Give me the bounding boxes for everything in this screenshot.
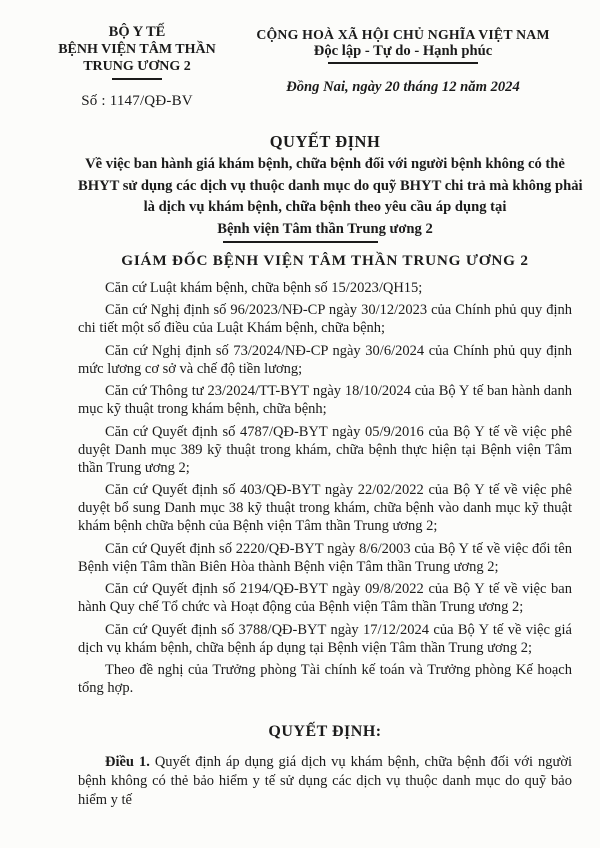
subject-line: là dịch vụ khám bệnh, chữa bệnh theo yêu cầu áp dụng tại — [143, 199, 507, 215]
recital-paragraph: Theo đề nghị của Trưởng phòng Tài chính kế toán và Trưởng phòng Kế hoạch tổng hợp. — [78, 662, 572, 697]
recital-paragraph: Căn cứ Nghị định số 96/2023/NĐ-CP ngày 30/12/2023 của Chính phủ quy định chi tiết một số điều của Luật Khám bệnh, chữa bệnh; — [78, 302, 572, 337]
document-type-title: QUYẾT ĐỊNH — [269, 132, 381, 151]
ministry-name: BỘ Y TẾ — [108, 24, 166, 40]
recital-paragraph: Căn cứ Quyết định số 403/QĐ-BYT ngày 22/02/2022 của Bộ Y tế về việc phê duyệt bổ sung Danh mục 38 kỹ thuật trong khám, chữa bệnh vào danh mục kỹ thuật khám bệnh chữa bệnh của Bệnh viện Tâm thần Trung ương 2; — [78, 482, 572, 535]
recital-paragraph: Căn cứ Quyết định số 4787/QĐ-BYT ngày 05/9/2016 của Bộ Y tế về việc phê duyệt Danh mục 389 kỹ thuật trong khám, chữa bệnh thực hiện tại Bệnh viện Tâm thần Trung ương 2; — [78, 423, 572, 476]
issuer-block — [36, 24, 238, 110]
recital-paragraph: Căn cứ Luật khám bệnh, chữa bệnh số 15/2023/QH15; — [105, 279, 423, 296]
document-number: Số : 1147/QĐ-BV — [81, 92, 193, 109]
recital-paragraph: Căn cứ Nghị định số 73/2024/NĐ-CP ngày 30/6/2024 của Chính phủ quy định mức lương cơ sở và chế độ tiền lương; — [78, 342, 572, 377]
article-1-label: Điều 1. — [105, 754, 150, 771]
national-title: CỘNG HOÀ XÃ HỘI CHỦ NGHĨA VIỆT NAM — [256, 27, 550, 42]
issuing-authority-title: GIÁM ĐỐC BỆNH VIỆN TÂM THẦN TRUNG ƯƠNG 2 — [121, 251, 529, 269]
national-motto: Độc lập - Tự do - Hạnh phúc — [313, 43, 493, 59]
recital-paragraph: Căn cứ Thông tư 23/2024/TT-BYT ngày 18/10/2024 của Bộ Y tế ban hành danh mục kỹ thuật trong khám bệnh, chữa bệnh; — [78, 383, 572, 418]
recital-paragraph: Căn cứ Quyết định số 3788/QĐ-BYT ngày 17/12/2024 của Bộ Y tế về việc giá dịch vụ khám bệnh, chữa bệnh áp dụng tại Bệnh viện Tâm thần Trung ương 2; — [78, 621, 572, 656]
decision-heading: QUYẾT ĐỊNH: — [268, 723, 382, 741]
place-and-date: Đồng Nai, ngày 20 tháng 12 năm 2024 — [286, 78, 520, 95]
document-subject — [78, 154, 583, 243]
recital-paragraph: Căn cứ Quyết định số 2194/QĐ-BYT ngày 09/8/2022 của Bộ Y tế về việc ban hành Quy chế Tổ chức và Hoạt động của Bệnh viện Tâm thần Trung ương 2; — [78, 581, 572, 616]
motto-underline — [328, 62, 478, 64]
subject-line: Về việc ban hành giá khám bệnh, chữa bệnh đối với người bệnh không có thẻ — [85, 156, 565, 172]
national-header-block — [252, 26, 554, 96]
subject-underline — [223, 241, 378, 243]
issuer-underline — [112, 78, 162, 80]
document-body — [0, 132, 600, 810]
subject-line-hospital: Bệnh viện Tâm thần Trung ương 2 — [217, 220, 433, 237]
article-1-text: Quyết định áp dụng giá dịch vụ khám bệnh, chữa bệnh đối với người bệnh không có thẻ bảo hiểm y tế sử dụng các dịch vụ thuộc danh mục do quỹ bảo hiểm y tế — [78, 754, 573, 809]
subject-line: BHYT sử dụng các dịch vụ thuộc danh mục do quỹ BHYT chi trả mà không phải — [78, 177, 583, 194]
recitals-section — [78, 279, 572, 698]
article-1 — [78, 753, 572, 810]
org-name-line2: TRUNG ƯƠNG 2 — [83, 59, 191, 74]
recital-paragraph: Căn cứ Quyết định số 2220/QĐ-BYT ngày 8/6/2003 của Bộ Y tế về việc đổi tên Bệnh viện Tâm thần Biên Hòa thành Bệnh viện Tâm thần Trung ương 2; — [78, 540, 572, 575]
org-name-line1: BỆNH VIỆN TÂM THẦN — [58, 42, 216, 57]
